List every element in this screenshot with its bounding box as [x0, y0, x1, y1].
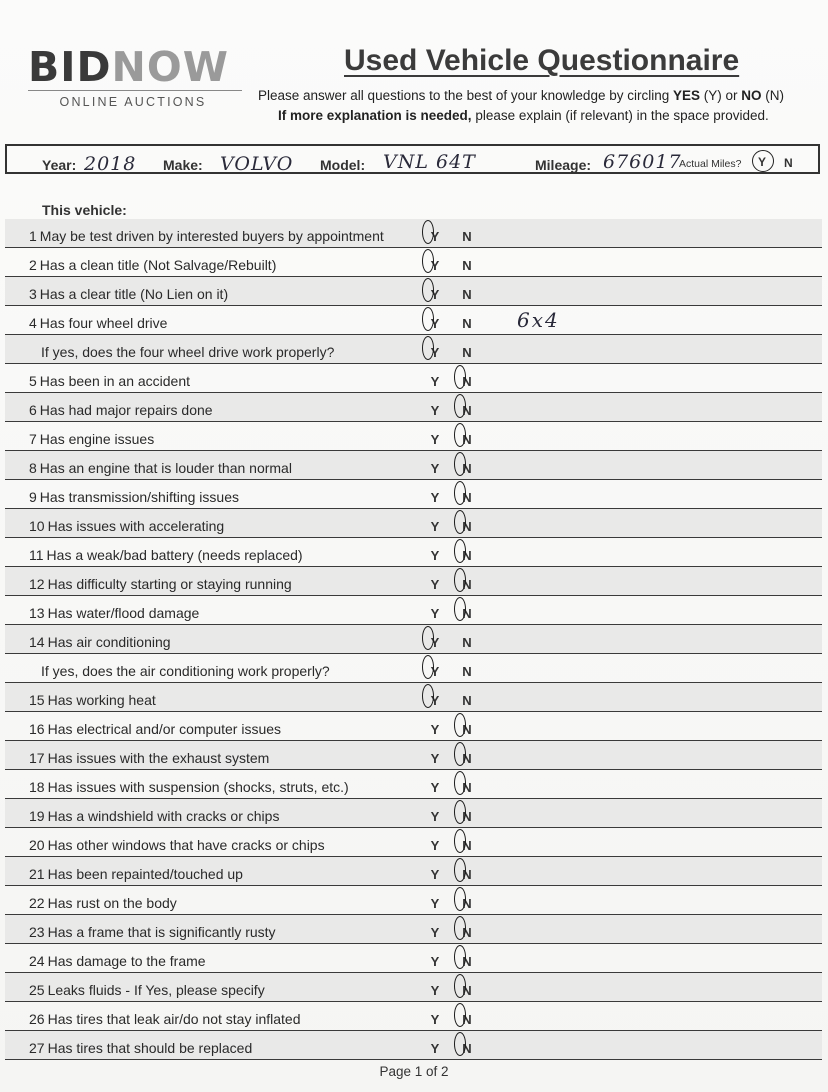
question-number: 24: [29, 953, 45, 969]
no-circled-mark: [454, 539, 466, 563]
actual-miles-yes[interactable]: Y: [758, 155, 767, 169]
answer-yes[interactable]: Y: [430, 693, 440, 708]
question-row: [5, 538, 822, 567]
answer-no[interactable]: N: [462, 606, 472, 621]
question-row: [5, 335, 822, 364]
no-circled-mark: [454, 829, 466, 853]
yes-circled-mark: [422, 307, 434, 331]
instr-yes: YES: [672, 88, 700, 103]
question-text: [29, 866, 243, 882]
question-row: [5, 654, 822, 683]
actual-miles-no[interactable]: N: [784, 156, 793, 170]
answer-yes[interactable]: Y: [430, 925, 440, 940]
question-row: [5, 1031, 822, 1060]
question-label: Has rust on the body: [47, 895, 177, 911]
yes-circled-mark: [422, 655, 434, 679]
question-row: [5, 973, 822, 1002]
answer-no[interactable]: N: [462, 838, 472, 853]
question-row: [5, 248, 822, 277]
question-row: [5, 770, 822, 799]
answer-no[interactable]: N: [462, 345, 472, 360]
question-row: [5, 886, 822, 915]
question-number: 3: [29, 286, 37, 302]
question-number: 12: [29, 576, 45, 592]
answer-yes[interactable]: Y: [430, 403, 440, 418]
answer-no[interactable]: N: [462, 316, 472, 331]
answer-no[interactable]: N: [462, 461, 472, 476]
question-number: 22: [29, 895, 45, 911]
answer-yes[interactable]: Y: [430, 664, 440, 679]
model-value[interactable]: VNL 64T: [383, 151, 476, 173]
question-label: If yes, does the four wheel drive work properly?: [41, 344, 335, 360]
instr-text: please explain (if relevant) in the space provided.: [471, 108, 769, 123]
answer-no[interactable]: N: [462, 896, 472, 911]
answer-no[interactable]: N: [462, 693, 472, 708]
answer-no[interactable]: N: [462, 751, 472, 766]
instr-no: NO: [741, 88, 762, 103]
question-number: 7: [29, 431, 37, 447]
question-row: [5, 480, 822, 509]
question-text: [29, 924, 276, 940]
question-text: [29, 779, 349, 795]
question-text: [29, 431, 154, 447]
question-row: [5, 306, 822, 335]
question-row: [5, 509, 822, 538]
answer-yes[interactable]: Y: [430, 490, 440, 505]
logo-tagline: ONLINE AUCTIONS: [59, 95, 207, 109]
question-row: [5, 857, 822, 886]
question-number: 17: [29, 750, 45, 766]
question-label: Has tires that leak air/do not stay inflated: [47, 1011, 301, 1027]
answer-no[interactable]: N: [462, 519, 472, 534]
instructions-line-1: [258, 86, 818, 106]
no-circled-mark: [454, 1032, 466, 1056]
question-label: Has been in an accident: [39, 373, 191, 389]
question-number: 19: [29, 808, 45, 824]
answer-yes[interactable]: Y: [430, 345, 440, 360]
question-text: [41, 344, 334, 360]
question-number: 8: [29, 460, 37, 476]
question-label: Has issues with suspension (shocks, struts, etc.): [47, 779, 349, 795]
answer-yes[interactable]: Y: [430, 1012, 440, 1027]
no-circled-mark: [454, 742, 466, 766]
question-row: [5, 683, 822, 712]
question-text: [29, 750, 269, 766]
question-text: [29, 373, 190, 389]
answer-yes[interactable]: Y: [430, 316, 440, 331]
question-text: [29, 982, 265, 998]
answer-no[interactable]: N: [462, 1012, 472, 1027]
question-text: [29, 315, 167, 331]
question-row: [5, 625, 822, 654]
question-number: 20: [29, 837, 45, 853]
yes-circled-mark: [422, 220, 434, 244]
answer-yes[interactable]: Y: [430, 548, 440, 563]
question-text: [29, 460, 292, 476]
question-row: [5, 219, 822, 248]
handwritten-note: 6x4: [517, 308, 560, 332]
question-text: [29, 576, 292, 592]
no-circled-mark: [454, 365, 466, 389]
question-row: [5, 712, 822, 741]
answer-yes[interactable]: Y: [430, 983, 440, 998]
answer-no[interactable]: N: [462, 403, 472, 418]
answer-yes[interactable]: Y: [430, 809, 440, 824]
question-label: May be test driven by interested buyers by appointment: [39, 228, 384, 244]
question-number: 25: [29, 982, 45, 998]
question-text: [29, 808, 279, 824]
answer-yes[interactable]: Y: [430, 954, 440, 969]
question-text: [29, 837, 325, 853]
question-text: [29, 953, 206, 969]
answer-no[interactable]: N: [462, 229, 472, 244]
answer-no[interactable]: N: [462, 780, 472, 795]
answer-yes[interactable]: Y: [430, 432, 440, 447]
no-circled-mark: [454, 1003, 466, 1027]
question-label: Has issues with accelerating: [47, 518, 225, 534]
answer-no[interactable]: N: [462, 490, 472, 505]
question-label: Has a clear title (No Lien on it): [39, 286, 229, 302]
question-text: [29, 402, 213, 418]
yes-circled-mark: [422, 278, 434, 302]
answer-no[interactable]: N: [462, 1041, 472, 1056]
question-row: [5, 799, 822, 828]
mileage-value[interactable]: 676017: [603, 151, 682, 173]
question-label: Has four wheel drive: [39, 315, 168, 331]
no-circled-mark: [454, 974, 466, 998]
instr-text: (N): [761, 88, 785, 103]
question-number: 16: [29, 721, 45, 737]
answer-no[interactable]: N: [462, 548, 472, 563]
question-number: 26: [29, 1011, 45, 1027]
yes-circled-mark: [422, 626, 434, 650]
answer-yes[interactable]: Y: [430, 780, 440, 795]
question-text: [29, 634, 171, 650]
no-circled-mark: [454, 597, 466, 621]
question-text: [29, 257, 276, 273]
question-row: [5, 364, 822, 393]
answer-no[interactable]: N: [462, 954, 472, 969]
answer-no[interactable]: N: [462, 577, 472, 592]
answer-no[interactable]: N: [462, 809, 472, 824]
question-number: 5: [29, 373, 37, 389]
logo-bid: BID: [28, 43, 112, 91]
question-row: [5, 828, 822, 857]
yes-circled-mark: [422, 336, 434, 360]
answer-yes[interactable]: Y: [430, 577, 440, 592]
question-number: 4: [29, 315, 37, 331]
question-number: 1: [29, 228, 37, 244]
question-text: [29, 692, 156, 708]
no-circled-mark: [454, 713, 466, 737]
question-text: [41, 663, 330, 679]
question-number: 13: [29, 605, 45, 621]
question-number: 9: [29, 489, 37, 505]
year-label: Year:: [42, 157, 77, 173]
question-row: [5, 1002, 822, 1031]
answer-no[interactable]: N: [462, 635, 472, 650]
no-circled-mark: [454, 800, 466, 824]
no-circled-mark: [454, 452, 466, 476]
yes-circled-mark: [422, 684, 434, 708]
question-label: Leaks fluids - If Yes, please specify: [47, 982, 265, 998]
question-label: Has issues with the exhaust system: [47, 750, 270, 766]
question-number: 27: [29, 1040, 45, 1056]
answer-no[interactable]: N: [462, 287, 472, 302]
question-row: [5, 451, 822, 480]
question-text: [29, 518, 224, 534]
no-circled-mark: [454, 916, 466, 940]
question-label: Has engine issues: [39, 431, 155, 447]
page-number: Page 1 of 2: [379, 1064, 449, 1079]
question-label: Has been repainted/touched up: [47, 866, 243, 882]
question-number: 6: [29, 402, 37, 418]
question-number: 18: [29, 779, 45, 795]
question-row: [5, 944, 822, 973]
question-number: 21: [29, 866, 45, 882]
answer-no[interactable]: N: [462, 867, 472, 882]
question-label: Has tires that should be replaced: [47, 1040, 253, 1056]
instructions: [258, 86, 818, 126]
no-circled-mark: [454, 771, 466, 795]
question-label: Has other windows that have cracks or chips: [47, 837, 325, 853]
answer-yes[interactable]: Y: [430, 751, 440, 766]
question-label: Has transmission/shifting issues: [39, 489, 239, 505]
answer-yes[interactable]: Y: [430, 258, 440, 273]
answer-yes[interactable]: Y: [430, 374, 440, 389]
no-circled-mark: [454, 510, 466, 534]
question-label: Has an engine that is louder than normal: [39, 460, 292, 476]
actual-miles-label: Actual Miles?: [679, 158, 742, 170]
section-label: This vehicle:: [42, 202, 127, 218]
question-text: [29, 489, 239, 505]
answer-yes[interactable]: Y: [430, 229, 440, 244]
question-text: [29, 721, 281, 737]
answer-no[interactable]: N: [462, 925, 472, 940]
answer-no[interactable]: N: [462, 983, 472, 998]
answer-yes[interactable]: Y: [430, 606, 440, 621]
question-label: If yes, does the air conditioning work properly?: [41, 663, 330, 679]
answer-yes[interactable]: Y: [430, 461, 440, 476]
model-label: Model:: [320, 157, 366, 173]
question-text: [29, 1011, 301, 1027]
no-circled-mark: [454, 481, 466, 505]
logo-wordmark: [28, 43, 244, 91]
answer-no[interactable]: N: [462, 374, 472, 389]
page-title: Used Vehicle Questionnaire: [344, 44, 740, 77]
mileage-label: Mileage:: [535, 157, 592, 173]
question-row: [5, 277, 822, 306]
question-text: [29, 1040, 252, 1056]
no-circled-mark: [454, 887, 466, 911]
question-label: Has electrical and/or computer issues: [47, 721, 282, 737]
answer-yes[interactable]: Y: [430, 838, 440, 853]
no-circled-mark: [454, 568, 466, 592]
question-text: [29, 547, 303, 563]
make-value[interactable]: VOLVO: [220, 153, 294, 175]
question-text: [29, 286, 228, 302]
question-label: Has a windshield with cracks or chips: [47, 808, 280, 824]
no-circled-mark: [454, 394, 466, 418]
answer-no[interactable]: N: [462, 664, 472, 679]
year-value[interactable]: 2018: [84, 153, 137, 175]
question-label: Has had major repairs done: [39, 402, 213, 418]
question-number: 23: [29, 924, 45, 940]
answer-yes[interactable]: Y: [430, 635, 440, 650]
answer-yes[interactable]: Y: [430, 1041, 440, 1056]
make-label: Make:: [163, 157, 203, 173]
question-text: [29, 605, 199, 621]
yes-circled-mark: [422, 249, 434, 273]
no-circled-mark: [454, 858, 466, 882]
question-row: [5, 741, 822, 770]
instr-text: (Y) or: [700, 88, 742, 103]
answer-no[interactable]: N: [462, 722, 472, 737]
logo-now: NOW: [111, 43, 229, 91]
question-number: 11: [29, 547, 44, 563]
answer-yes[interactable]: Y: [430, 519, 440, 534]
question-text: [29, 228, 384, 244]
bidnow-logo: [28, 43, 244, 109]
answer-yes[interactable]: Y: [430, 287, 440, 302]
question-label: Has air conditioning: [47, 634, 171, 650]
question-label: Has working heat: [47, 692, 156, 708]
instr-text: Please answer all questions to the best of your knowledge by circling: [258, 88, 673, 103]
answer-no[interactable]: N: [462, 432, 472, 447]
answer-yes[interactable]: Y: [430, 722, 440, 737]
question-label: Has damage to the frame: [47, 953, 206, 969]
question-row: [5, 915, 822, 944]
no-circled-mark: [454, 423, 466, 447]
question-number: 2: [29, 257, 37, 273]
question-number: 10: [29, 518, 45, 534]
question-label: Has a weak/bad battery (needs replaced): [46, 547, 303, 563]
question-text: [29, 895, 177, 911]
question-label: Has difficulty starting or staying running: [47, 576, 292, 592]
instructions-line-2: [258, 106, 818, 126]
question-number: 14: [29, 634, 45, 650]
question-label: Has a clean title (Not Salvage/Rebuilt): [39, 257, 277, 273]
no-circled-mark: [454, 945, 466, 969]
question-row: [5, 567, 822, 596]
answer-no[interactable]: N: [462, 258, 472, 273]
answer-yes[interactable]: Y: [430, 896, 440, 911]
question-row: [5, 596, 822, 625]
question-label: Has a frame that is significantly rusty: [47, 924, 276, 940]
answer-yes[interactable]: Y: [430, 867, 440, 882]
question-number: 15: [29, 692, 45, 708]
question-label: Has water/flood damage: [47, 605, 200, 621]
instr-bold: If more explanation is needed,: [278, 108, 472, 123]
question-row: [5, 422, 822, 451]
actual-miles-yes-circle: [752, 150, 774, 172]
question-row: [5, 393, 822, 422]
